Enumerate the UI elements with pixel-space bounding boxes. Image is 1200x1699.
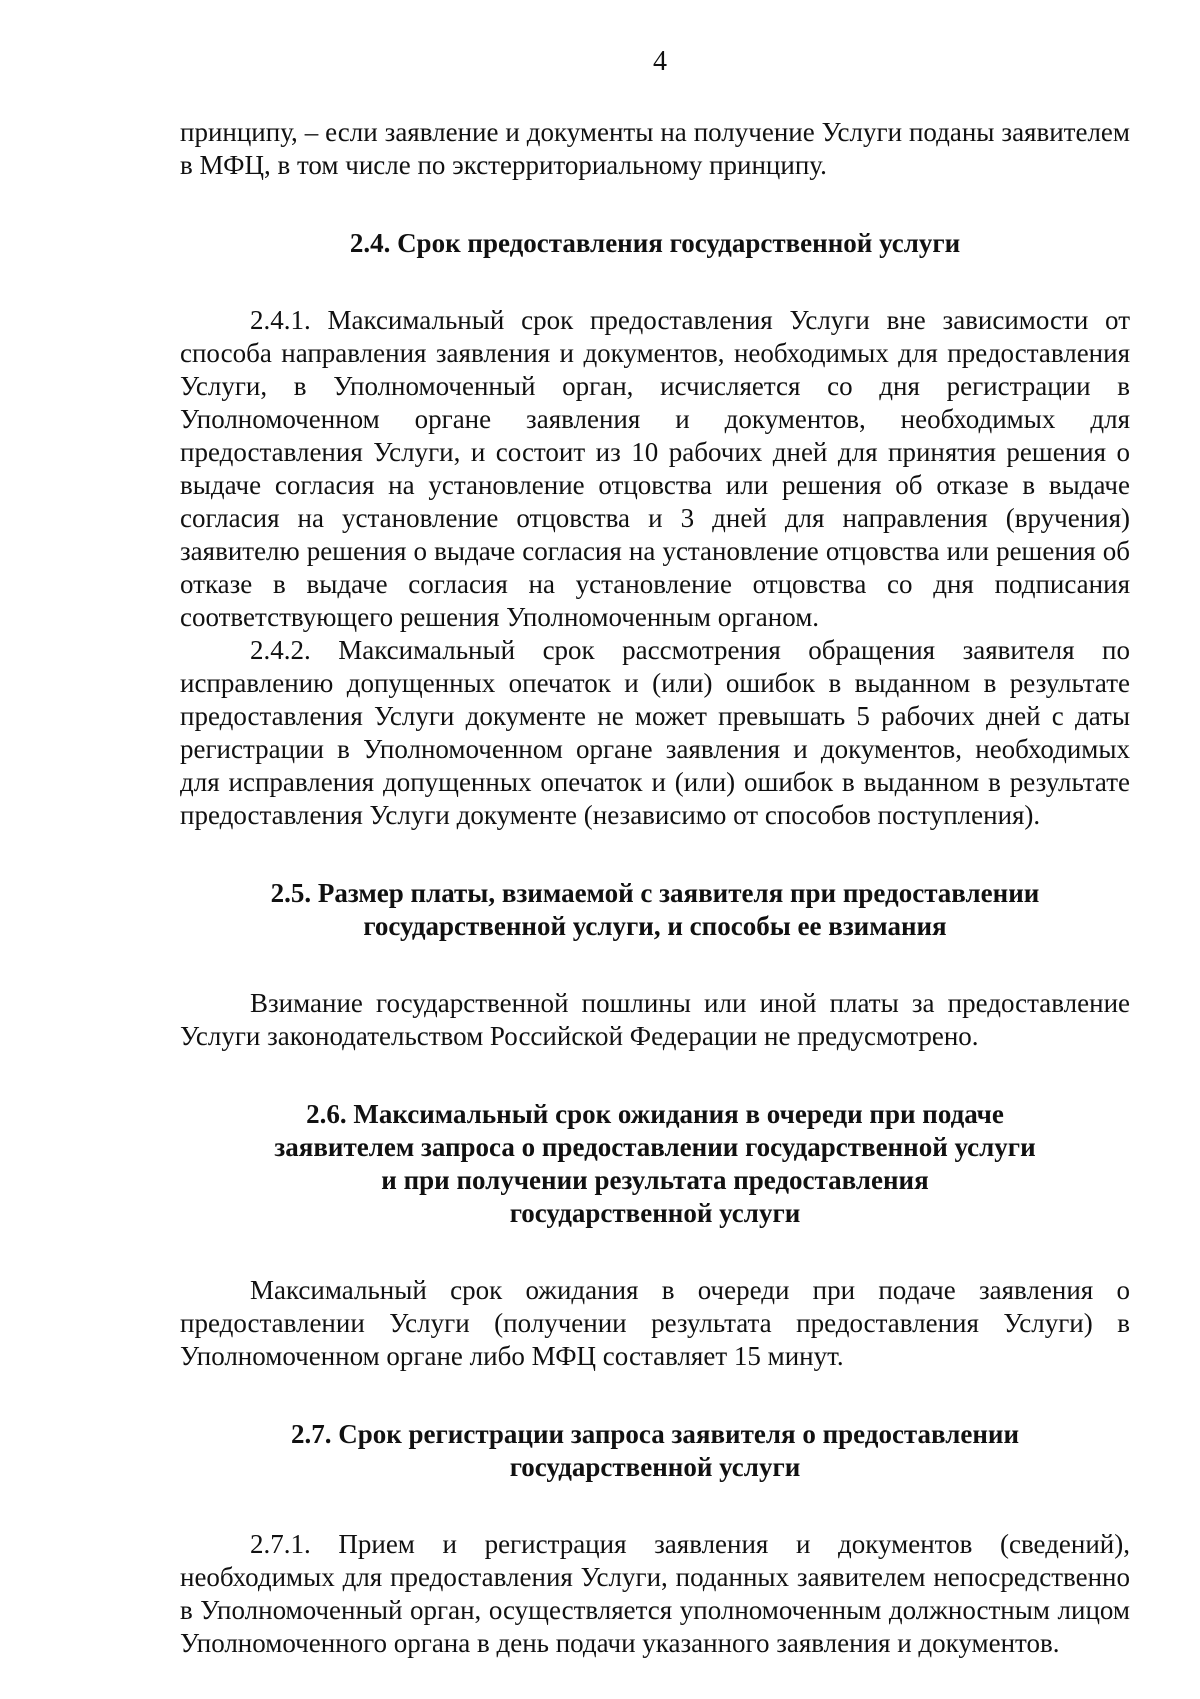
section-2-5-heading [180,877,1130,943]
section-2-7-heading-line-2: государственной услуги [509,1452,801,1482]
section-2-4-heading [180,227,1130,260]
section-2-6-heading-line-4: государственной услуги [509,1198,801,1228]
page-number: 4 [653,46,667,77]
section-2-7-heading-line-1: 2.7. Срок регистрации запроса заявителя о предоставлении [290,1419,1020,1449]
document-body [180,116,1130,1660]
section-2-4-1-paragraph: 2.4.1. Максимальный срок предоставления Услуги вне зависимости от способа направления заявления и документов, необходимых для предоставления Услуги, в Уполномоченный орган, исчисляется со дня регистрации в Уполномоченном органе заявления и документов, необходимых для предоставления Услуги, и состоит из 10 рабочих дней для принятия решения о выдаче согласия на установление отцовства или решения об отказе в выдаче согласия на установление отцовства и 3 дней для направления (вручения) заявителю решения о выдаче согласия на установление отцовства или решения об отказе в выдаче согласия на установление отцовства со дня подписания соответствующего решения Уполномоченным органом. [180,305,1130,632]
section-2-4-2-paragraph: 2.4.2. Максимальный срок рассмотрения обращения заявителя по исправлению допущенных опечаток и (или) ошибок в выданном в результате предоставления Услуги документе не может превышать 5 рабочих дней с даты регистрации в Уполномоченном органе заявления и документов, необходимых для исправления допущенных опечаток и (или) ошибок в выданном в результате предоставления Услуги документе (независимо от способов поступления). [180,635,1130,830]
section-2-6-heading-line-1: 2.6. Максимальный срок ожидания в очереди при подаче [306,1099,1004,1129]
section-2-6-heading-line-2: заявителем запроса о предоставлении государственной услуги [274,1132,1036,1162]
section-2-5-heading-line-1: 2.5. Размер платы, взимаемой с заявителя при предоставлении [270,878,1040,908]
section-2-7-heading [180,1418,1130,1484]
section-2-7-1-paragraph: 2.7.1. Прием и регистрация заявления и документов (сведений), необходимых для предоставления Услуги, поданных заявителем непосредственно в Уполномоченный орган, осуществляется уполномоченным должностным лицом Уполномоченного органа в день подачи указанного заявления и документов. [180,1529,1130,1658]
section-2-6-heading-line-3: и при получении результата предоставления [381,1165,929,1195]
section-2-5-paragraph: Взимание государственной пошлины или иной платы за предоставление Услуги законодательством Российской Федерации не предусмотрено. [180,988,1130,1051]
section-2-4-heading-text: 2.4. Срок предоставления государственной услуги [349,228,961,258]
intro-paragraph: принципу, – если заявление и документы на получение Услуги поданы заявителем в МФЦ, в том числе по экстерриториальному принципу. [180,117,1130,180]
section-2-5-heading-line-2: государственной услуги, и способы ее взимания [363,911,947,941]
section-2-6-paragraph: Максимальный срок ожидания в очереди при подаче заявления о предоставлении Услуги (получении результата предоставления Услуги) в Уполномоченном органе либо МФЦ составляет 15 минут. [180,1275,1130,1371]
section-2-6-heading [180,1098,1130,1230]
